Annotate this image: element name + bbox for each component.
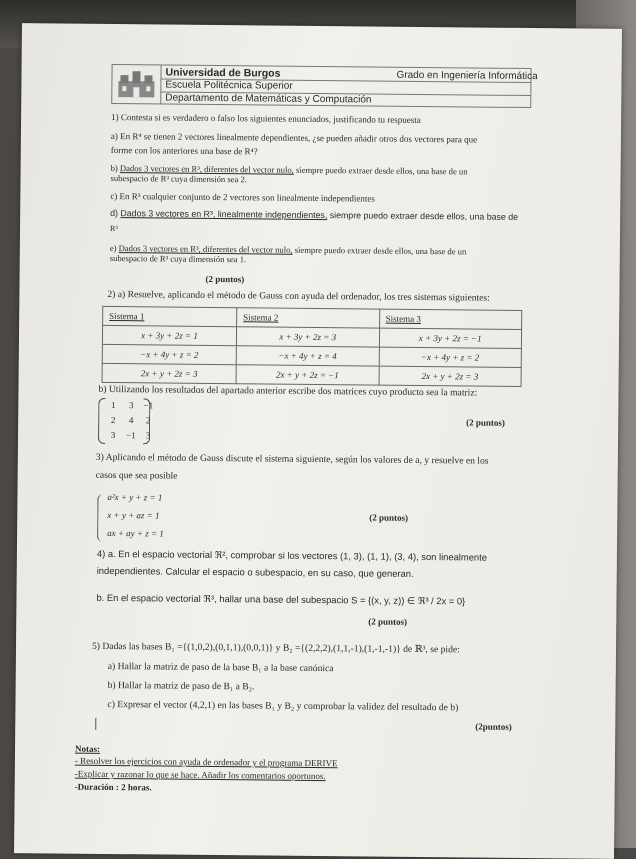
matrix-right-bracket [143,398,150,444]
note-1: - Resolver los ejercicios con ayuda de ordenador y el programa DERIVE [74,755,338,769]
table-cell: x + 3y + 2z = 3 [236,327,379,347]
q1-b-line1: b) Dados 3 vectores en R³, diferentes del vector nulo, siempre puedo extraer desde ellos, una base de un [110,162,468,177]
matrix-entry: 3 [129,400,134,411]
q4-a-line1: 4) a. En el espacio vectorial ℜ², comprobar si los vectores (1, 3), (1, 1), (3, 4), son linealmente [96,547,488,563]
q4-a-line2: independientes. Calcular el espacio o subespacio, en su caso, que generan. [96,564,414,579]
matrix-entry: 1 [111,400,116,411]
q1-e-line1: e) Dados 3 vectores en R³, diferentes del vector nulo, siempre puedo extraer desde ellos, una base de un [109,242,467,257]
q2-a: 2) a) Resuelve, aplicando el método de Gauss con ayuda del ordenador, los tres sistemas siguientes: [107,288,490,304]
matrix-entry: 2 [145,415,151,426]
q3-points: (2 puntos) [369,512,409,523]
pencil-mark [95,718,96,730]
degree-name: Grado en Ingeniería Informática [396,69,538,83]
q5-b: b) Hallar la matriz de paso de B₁ a B₂. [107,679,255,693]
q3-line1: 3) Aplicando el método de Gauss discute el sistema siguiente, según los valores de a, y resuelve en los [95,451,489,467]
matrix-entry: 2 [110,415,116,426]
q3-equation-1: a²x + y + z = 1 [107,491,163,503]
system-brace [97,494,106,542]
table-cell: 2x + y + 2z = 3 [379,366,522,386]
department-name: Departamento de Matemáticas y Computación [165,92,372,106]
q1-title: 1) Contesta si es verdadero o falso los siguientes enunciados, justificando tu respuesta [111,111,421,125]
matrix-entry: 3 [110,430,116,441]
header-divider [160,65,161,103]
table-header: Sistema 2 [237,308,380,328]
university-logo-icon [116,69,156,99]
matrix-entry: −1 [143,400,154,411]
q1-e-line2: subespacio de R³ cuya dimensión sea 1. [109,252,247,265]
table-cell: −x + 4y + z = 4 [236,346,379,366]
q1-points: (2 puntos) [205,273,245,285]
matrix [98,398,154,444]
note-2: -Explicar y razonar lo que se hace. Añadir los comentarios oportunos. [74,768,326,782]
school-name: Escuela Politécnica Superior [165,79,293,92]
table-cell: x + 3y + 2z = −1 [379,328,522,348]
q1-a-line1: a) En R⁴ se tienen 2 vectores linealmente dependientes, ¿se pueden añadir otros dos vectores para que [110,130,478,145]
table-row [102,363,521,386]
table-cell: −x + 4y + z = 2 [379,347,522,367]
exam-sheet [14,23,622,859]
q2-b: b) Utilizando los resultados del apartado anterior escribe dos matrices cuyo producto sea la matriz: [98,383,478,399]
q5-intro: 5) Dadas las bases B₁ ={(1,0,2),(0,1,1),(0,0,1)} y B₂ ={(2,2,2),(1,1,-1),(1,-1,-1)} de ℝ³, se pide: [91,640,460,656]
table-cell: −x + 4y + z = 2 [102,344,236,364]
q4-b: b. En el espacio vectorial ℜ³, hallar una base del subespacio S = {(x, y, z)) ∈ ℜ³ / 2x = 0} [96,591,466,607]
q1-b-line2: subespacio de R³ cuya dimensión sea 2. [110,172,248,185]
q3-line2: casos que sea posible [95,469,178,482]
q1-d-line1: d) Dados 3 vectores en R³, linealmente independientes, siempre puedo extraer desde ellos, una base de [110,207,519,222]
university-name: Universidad de Burgos [165,66,281,80]
table-cell: 2x + y + 2z = −1 [236,365,379,385]
header-box [111,64,538,108]
notes-title: Notas: [74,743,101,754]
q5-c: c) Expresar el vector (4,2,1) en las bases B₁ y B₂ y comprobar la validez del resultado de b) [107,698,459,714]
table-cell: 2x + y + 2z = 3 [102,363,236,383]
q1-d-line2: R³ [109,223,118,234]
table-header: Sistema 3 [379,309,522,329]
systems-table [102,306,523,387]
q5-points: (2puntos) [475,721,512,732]
q1-a-line2: forme con los anteriores una base de R⁴? [110,144,258,157]
q1-c: c) En R³ cualquier conjunto de 2 vectores son linealmente independientes [110,190,376,204]
q3-equation-2: x + y + az = 1 [107,509,160,521]
matrix-entry: −1 [126,430,136,441]
q2-points: (2 puntos) [466,417,505,428]
matrix-entry: 4 [128,415,134,426]
table-header: Sistema 1 [103,306,237,326]
q3-equation-3: ax + ay + z = 1 [107,527,164,539]
table-cell: x + 3y + 2z = 1 [102,325,236,345]
matrix-entry: 3 [145,430,151,441]
q5-a: a) Hallar la matriz de paso de la base B₁ a la base canónica [107,660,334,675]
note-3: -Duración : 2 horas. [74,781,152,793]
q4-points: (2 puntos) [368,616,408,627]
